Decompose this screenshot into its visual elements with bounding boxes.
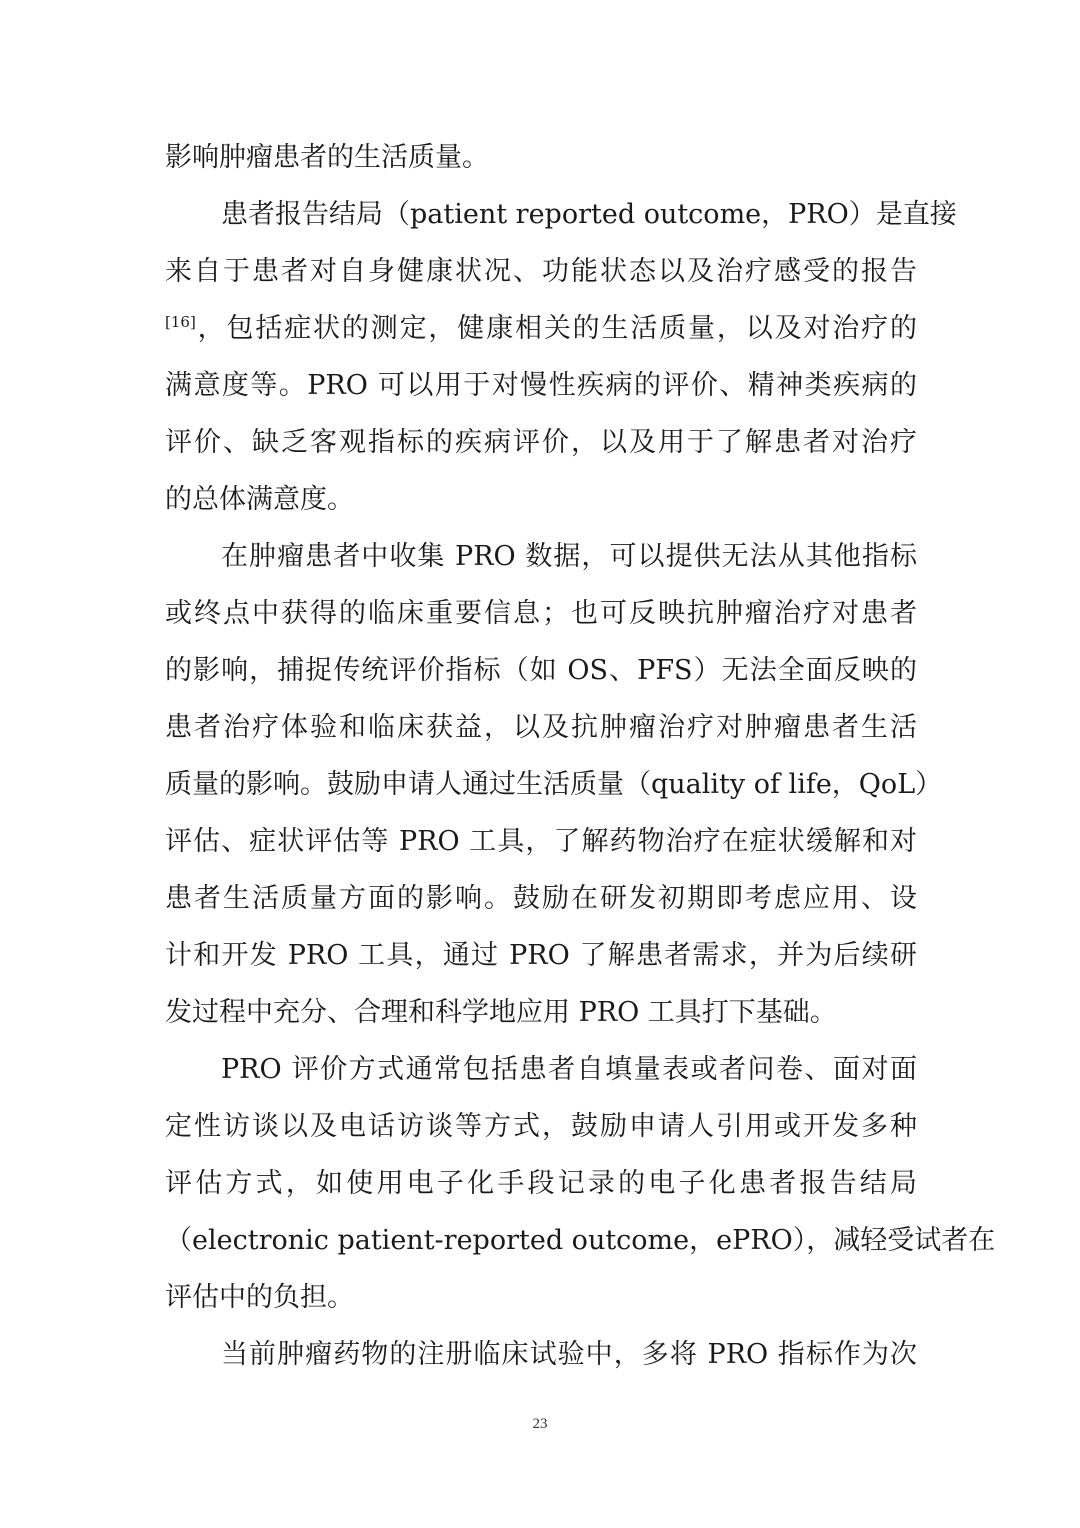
text-line: 患者报告结局（patient reported outcome，PRO）是直接 <box>221 199 957 230</box>
text-line-with-citation <box>165 300 917 357</box>
body-text <box>165 129 996 1383</box>
text-line: 患者生活质量方面的影响。鼓励在研发初期即考虑应用、设 <box>165 883 917 914</box>
page-number: 23 <box>532 1416 548 1432</box>
text-line: （electronic patient-reported outcome，ePRO），减轻受试者在 <box>165 1225 996 1256</box>
text-line-segment: ，包括症状的测定，健康相关的生活质量，以及对治疗的 <box>195 313 917 344</box>
text-line: 当前肿瘤药物的注册临床试验中，多将 PRO 指标作为次 <box>221 1339 917 1370</box>
text-line: 或终点中获得的临床重要信息；也可反映抗肿瘤治疗对患者 <box>165 598 917 629</box>
text-line: 来自于患者对自身健康状况、功能状态以及治疗感受的报告 <box>165 256 917 287</box>
text-line: 质量的影响。鼓励申请人通过生活质量（quality of life，QoL） <box>165 769 943 800</box>
text-line: 发过程中充分、合理和科学地应用 PRO 工具打下基础。 <box>165 997 837 1028</box>
text-line: 满意度等。PRO 可以用于对慢性疾病的评价、精神类疾病的 <box>165 370 917 401</box>
text-line: 的影响，捕捉传统评价指标（如 OS、PFS）无法全面反映的 <box>165 655 917 686</box>
text-line: 的总体满意度。 <box>165 484 354 515</box>
citation-reference: [16] <box>165 313 196 331</box>
text-line: 计和开发 PRO 工具，通过 PRO 了解患者需求，并为后续研 <box>165 940 917 971</box>
text-line: 评估方式，如使用电子化手段记录的电子化患者报告结局 <box>165 1168 917 1199</box>
text-line: 评估中的负担。 <box>165 1282 354 1313</box>
text-line: 评价、缺乏客观指标的疾病评价，以及用于了解患者对治疗 <box>165 427 917 458</box>
text-line: 定性访谈以及电话访谈等方式，鼓励申请人引用或开发多种 <box>165 1111 917 1142</box>
text-line: 患者治疗体验和临床获益，以及抗肿瘤治疗对肿瘤患者生活 <box>165 712 917 743</box>
text-line: PRO 评价方式通常包括患者自填量表或者问卷、面对面 <box>221 1054 917 1085</box>
text-line: 在肿瘤患者中收集 PRO 数据，可以提供无法从其他指标 <box>221 541 917 572</box>
text-line: 评估、症状评估等 PRO 工具，了解药物治疗在症状缓解和对 <box>165 826 917 857</box>
text-line: 影响肿瘤患者的生活质量。 <box>165 142 489 173</box>
